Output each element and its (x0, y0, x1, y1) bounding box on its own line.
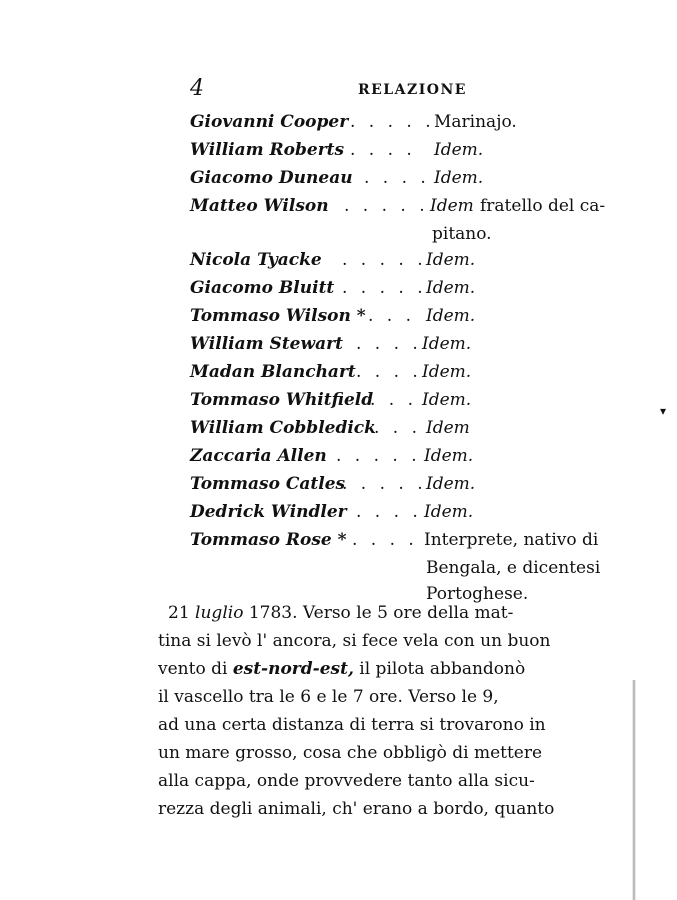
leader-dots: . . . . . (336, 446, 421, 466)
crew-role: Idem (426, 418, 470, 438)
crew-role-continuation: Bengala, e dicentesi (426, 558, 601, 578)
leader-dots: . . . . (350, 140, 416, 160)
note-mark: * (337, 530, 347, 550)
crew-row (190, 418, 630, 442)
leader-dots: . . . . . (350, 112, 435, 132)
crew-row (190, 390, 630, 414)
crew-role: Idem. (422, 334, 472, 354)
crew-row (190, 168, 630, 192)
leader-dots: . . . . (356, 502, 422, 522)
crew-role: Idem. (426, 250, 476, 270)
leader-dots: . . . . (352, 530, 418, 550)
crew-role: Idem. (424, 446, 474, 466)
crew-name: Tommaso Catles (190, 474, 346, 494)
page-number: 4 (190, 76, 204, 101)
leader-dots: . . . . (356, 362, 422, 382)
crew-role: Interprete, nativo di (424, 530, 599, 550)
crew-name: Zaccaria Allen (190, 446, 327, 466)
crew-row (190, 196, 630, 220)
margin-speck: ▾ (660, 404, 667, 418)
crew-name: Giacomo Duneau (190, 168, 353, 188)
leader-dots: . . . . . (344, 196, 429, 216)
crew-row (190, 446, 630, 470)
crew-role: Idem. (426, 474, 476, 494)
crew-row (190, 306, 630, 330)
crew-role: Idem. (426, 306, 476, 326)
leader-dots: . . . . (356, 334, 422, 354)
crew-role-continuation: pitano. (432, 224, 492, 244)
crew-role: Idem. (424, 502, 474, 522)
paragraph-line: 21 luglio 1783. Verso le 5 ore della mat- (168, 603, 514, 623)
crew-row (190, 362, 630, 386)
paragraph-line: alla cappa, onde provvedere tanto alla sicu- (158, 771, 535, 791)
crew-name: Madan Blanchart (190, 362, 356, 382)
crew-row (190, 502, 630, 526)
crew-name: William Stewart (190, 334, 343, 354)
crew-name: Nicola Tyacke (190, 250, 322, 270)
page-header (190, 76, 610, 102)
date-day: 21 (168, 603, 190, 623)
crew-role: Idem. (434, 140, 484, 160)
paragraph-line: rezza degli animali, ch' erano a bordo, quanto (158, 799, 555, 819)
crew-row (190, 278, 630, 302)
crew-role: Idem. (422, 362, 472, 382)
note-mark: * (356, 306, 366, 326)
crew-role: Marinajo. (434, 112, 517, 132)
crew-name: Tommaso Wilson * (190, 306, 366, 326)
date-month: luglio (195, 603, 244, 623)
crew-name: Giacomo Bluitt (190, 278, 335, 298)
page-edge-shadow (632, 680, 636, 900)
crew-role: Idem. (434, 168, 484, 188)
crew-role: Idem. (426, 278, 476, 298)
crew-name: Matteo Wilson (190, 196, 329, 216)
leader-dots: . . . (374, 418, 422, 438)
crew-name: Tommaso Rose * (190, 530, 347, 550)
crew-row (190, 334, 630, 358)
crew-row (190, 474, 630, 498)
leader-dots: . . . . . (342, 278, 427, 298)
paragraph-line: ad una certa distanza di terra si trovarono in (158, 715, 546, 735)
running-title: RELAZIONE (358, 82, 467, 98)
wind-direction: est-nord-est, (232, 659, 354, 679)
crew-row (190, 250, 630, 274)
crew-role-continuation: Portoghese. (426, 584, 529, 604)
leader-dots: . . . . . (342, 474, 427, 494)
leader-dots: . . . . . (342, 250, 427, 270)
crew-row (190, 112, 630, 136)
crew-row (190, 530, 630, 554)
crew-name: William Roberts (190, 140, 345, 160)
crew-name: Tommaso Whitfield (190, 390, 374, 410)
leader-dots: . . . (370, 390, 418, 410)
leader-dots: . . . . (364, 168, 430, 188)
crew-name: William Cobbledick (190, 418, 376, 438)
crew-role: Idem. (422, 390, 472, 410)
crew-row (190, 140, 630, 164)
paragraph-line: un mare grosso, cosa che obbligò di mettere (158, 743, 543, 763)
paragraph-line: tina si levò l' ancora, si fece vela con un buon (158, 631, 551, 651)
paragraph-line: il vascello tra le 6 e le 7 ore. Verso le 9, (158, 687, 499, 707)
leader-dots: . . . (368, 306, 416, 326)
crew-role: Idem (430, 196, 474, 216)
paragraph-line: vento di est-nord-est, il pilota abbandonò (158, 659, 526, 679)
date-year: 1783. (248, 603, 298, 623)
crew-name: Giovanni Cooper (190, 112, 349, 132)
crew-role-extra: fratello del ca- (480, 196, 606, 216)
crew-name: Dedrick Windler (190, 502, 347, 522)
